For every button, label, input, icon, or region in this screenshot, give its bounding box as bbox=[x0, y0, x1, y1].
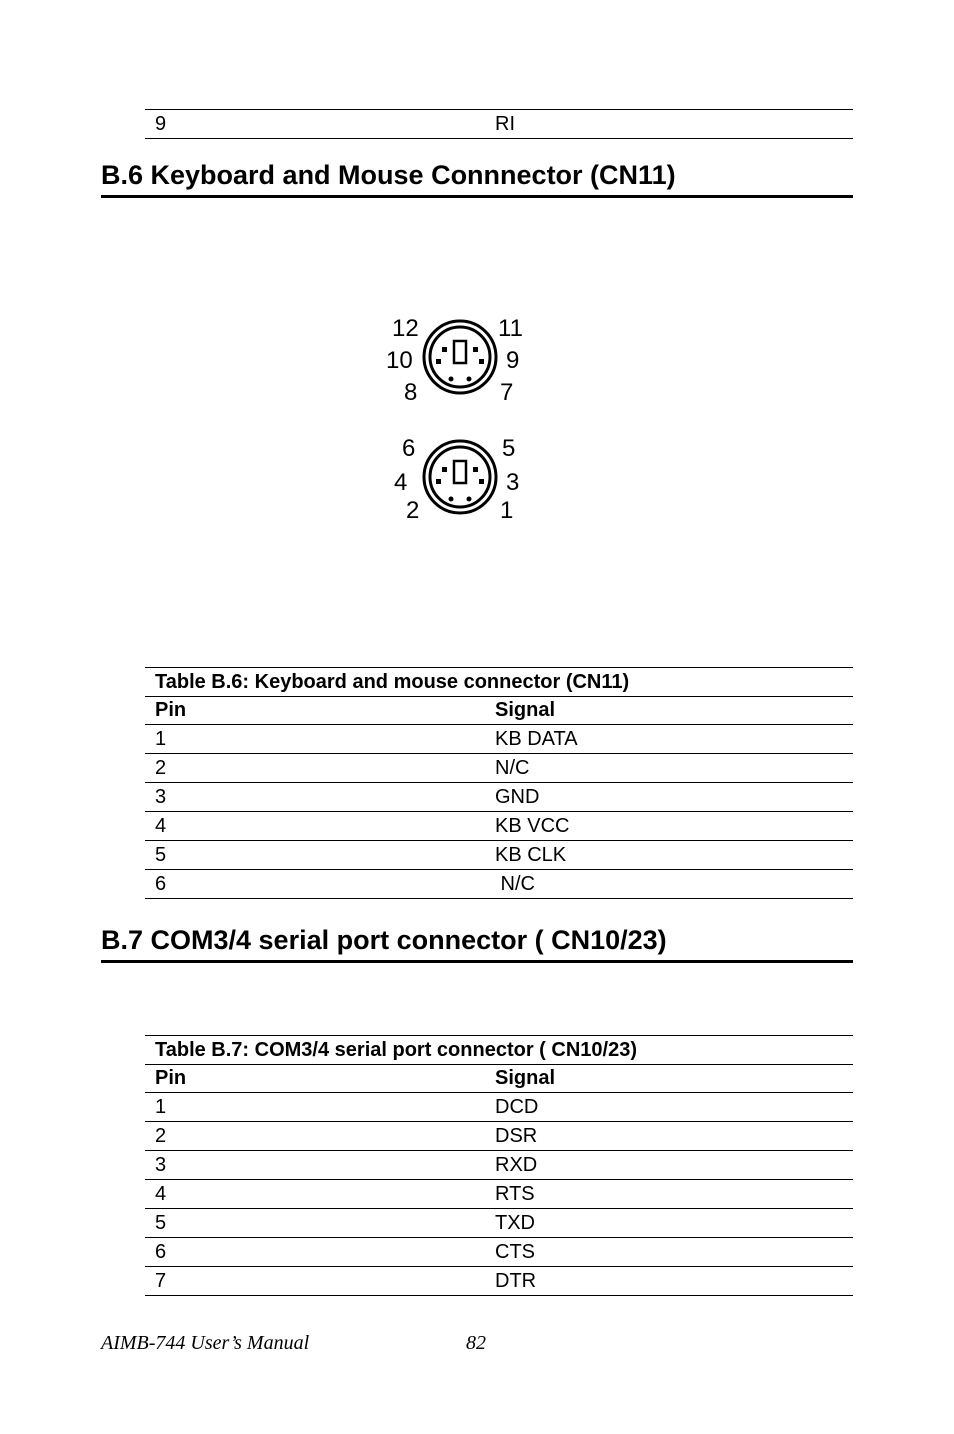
pin-cell: 4 bbox=[155, 815, 167, 837]
signal-cell: GND bbox=[495, 786, 540, 808]
table-row bbox=[145, 870, 853, 899]
pin-label: 12 bbox=[392, 315, 419, 342]
ps2-connector-diagram bbox=[380, 312, 580, 532]
pin-cell: 6 bbox=[155, 873, 167, 895]
signal-cell: TXD bbox=[495, 1212, 535, 1234]
section-heading-b7: B.7 COM3/4 serial port connector ( CN10/23) bbox=[101, 925, 853, 963]
pin-label: 6 bbox=[402, 435, 416, 462]
table-row bbox=[145, 841, 853, 870]
pin-cell: 1 bbox=[155, 1096, 167, 1118]
pin-cell: 1 bbox=[155, 728, 167, 750]
signal-cell: N/C bbox=[495, 757, 530, 779]
signal-cell: RXD bbox=[495, 1154, 538, 1176]
section-heading-b6: B.6 Keyboard and Mouse Connnector (CN11) bbox=[101, 160, 853, 198]
pin-cell: 4 bbox=[155, 1183, 167, 1205]
signal-cell: KB CLK bbox=[495, 844, 567, 866]
table-row bbox=[145, 754, 853, 783]
footer-manual-title: AIMB-744 User’s Manual bbox=[101, 1332, 310, 1354]
table-caption-b6 bbox=[145, 667, 853, 697]
caption-text: Table B.6: Keyboard and mouse connector (CN11) bbox=[155, 671, 630, 693]
pin-cell: 2 bbox=[155, 1125, 167, 1147]
upper-connector-icon bbox=[424, 321, 496, 393]
pin-header: Pin bbox=[155, 1067, 187, 1089]
pin-label: 9 bbox=[506, 347, 520, 374]
table-row bbox=[145, 1267, 853, 1296]
signal-cell: DCD bbox=[495, 1096, 539, 1118]
table-row bbox=[145, 1093, 853, 1122]
table-row bbox=[145, 1209, 853, 1238]
pin-cell: 2 bbox=[155, 757, 167, 779]
pin-label: 7 bbox=[500, 379, 514, 406]
table-row bbox=[145, 1151, 853, 1180]
pin-label: 4 bbox=[394, 469, 408, 496]
signal-cell: KB VCC bbox=[495, 815, 570, 837]
table-row bbox=[145, 812, 853, 841]
signal-cell: RTS bbox=[495, 1183, 535, 1205]
pin-label: 8 bbox=[404, 379, 418, 406]
pin-cell: 3 bbox=[155, 786, 167, 808]
table-row bbox=[145, 109, 853, 139]
pin-header: Pin bbox=[155, 699, 187, 721]
signal-cell: N/C bbox=[495, 873, 535, 895]
pin-cell: 6 bbox=[155, 1241, 167, 1263]
signal-cell: KB DATA bbox=[495, 728, 578, 750]
table-row bbox=[145, 725, 853, 754]
pin-label: 2 bbox=[406, 497, 420, 524]
pin-cell: 9 bbox=[155, 113, 167, 135]
signal-header: Signal bbox=[495, 1067, 556, 1089]
pin-cell: 3 bbox=[155, 1154, 167, 1176]
table-row bbox=[145, 1122, 853, 1151]
pin-cell: 5 bbox=[155, 1212, 167, 1234]
pin-cell: 7 bbox=[155, 1270, 167, 1292]
caption-text: Table B.7: COM3/4 serial port connector ( CN10/23) bbox=[155, 1039, 637, 1061]
table-header-row bbox=[145, 1064, 853, 1093]
lower-connector-icon bbox=[424, 441, 496, 513]
signal-cell: DSR bbox=[495, 1125, 538, 1147]
footer-page-number: 82 bbox=[466, 1332, 486, 1354]
signal-cell: CTS bbox=[495, 1241, 535, 1263]
pin-label: 5 bbox=[502, 435, 516, 462]
table-caption-b7 bbox=[145, 1035, 853, 1065]
pin-label: 1 bbox=[500, 497, 514, 524]
pin-label: 11 bbox=[498, 315, 523, 342]
pin-label: 10 bbox=[386, 347, 413, 374]
table-row bbox=[145, 1180, 853, 1209]
pin-cell: 5 bbox=[155, 844, 167, 866]
signal-cell: RI bbox=[495, 113, 515, 135]
signal-header: Signal bbox=[495, 699, 556, 721]
table-header-row bbox=[145, 696, 853, 725]
signal-cell: DTR bbox=[495, 1270, 537, 1292]
table-row bbox=[145, 783, 853, 812]
pin-label: 3 bbox=[506, 469, 520, 496]
table-row bbox=[145, 1238, 853, 1267]
